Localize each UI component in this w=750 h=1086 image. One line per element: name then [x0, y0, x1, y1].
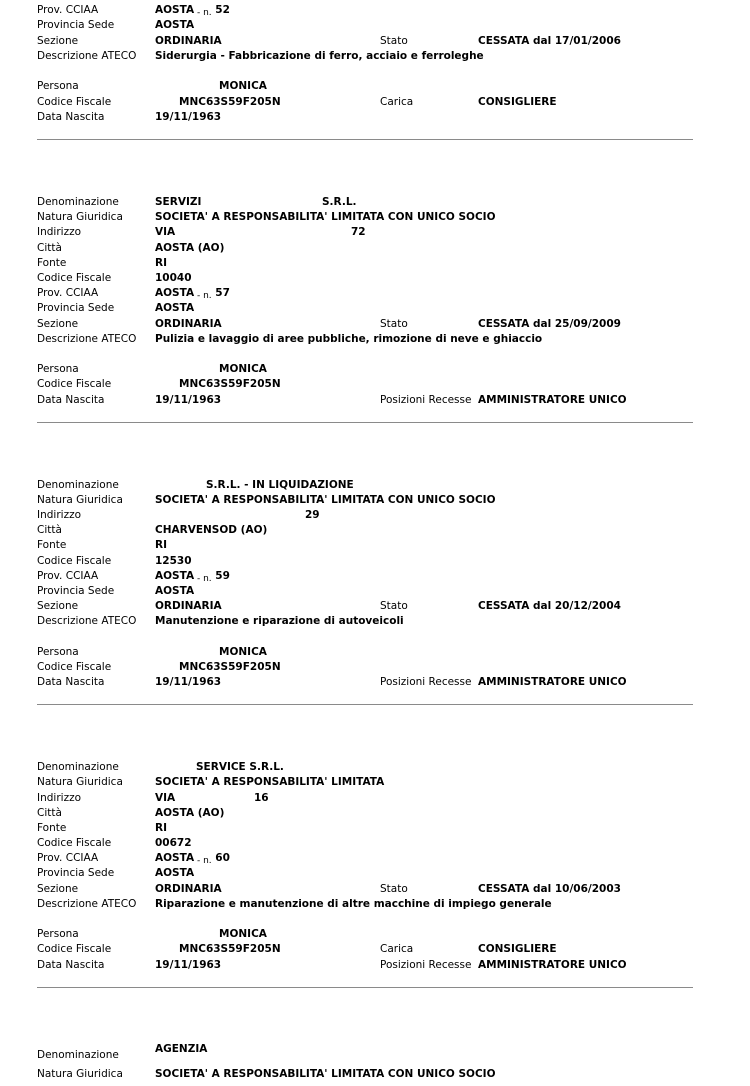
value-stato: CESSATA dal 25/09/2009 — [478, 318, 621, 330]
label-persona: Persona — [37, 80, 79, 92]
value-fonte: RI — [155, 257, 167, 269]
value-denominazione: SERVICE S.R.L. — [196, 761, 284, 773]
value-citta: AOSTA (AO) — [155, 807, 225, 819]
label-persona: Persona — [37, 928, 79, 940]
value-denominazione: S.R.L. - IN LIQUIDAZIONE — [206, 479, 354, 491]
value-codice-fiscale: 00672 — [155, 837, 192, 849]
label-stato: Stato — [380, 318, 408, 330]
label-ateco: Descrizione ATECO — [37, 615, 137, 627]
value-prov-cciaa: AOSTA - n. 59 — [155, 570, 230, 584]
value-data-nascita: 19/11/1963 — [155, 394, 222, 406]
value-fonte: RI — [155, 822, 167, 834]
value-prov-cciaa: AOSTA - n. 60 — [155, 852, 230, 866]
label-codice-fiscale: Codice Fiscale — [37, 272, 112, 284]
label-stato: Stato — [380, 883, 408, 895]
value-natura-giuridica: SOCIETA' A RESPONSABILITA' LIMITATA CON UNICO SOCIO — [155, 211, 496, 223]
label-ateco: Descrizione ATECO — [37, 898, 137, 910]
label-citta: Città — [37, 524, 62, 536]
label-persona: Persona — [37, 646, 79, 658]
value-stato: CESSATA dal 20/12/2004 — [478, 600, 621, 612]
value-denominazione: SERVIZI — [155, 196, 202, 208]
label-sezione: Sezione — [37, 883, 79, 895]
label-persona: Persona — [37, 363, 79, 375]
label-provincia-sede: Provincia Sede — [37, 302, 115, 314]
value-indirizzo-civico: 72 — [351, 226, 366, 238]
label-codice-fiscale: Codice Fiscale — [37, 555, 112, 567]
record-separator — [37, 422, 693, 423]
value-carica: CONSIGLIERE — [478, 96, 557, 108]
label-prov-cciaa: Prov. CCIAA — [37, 852, 99, 864]
value-indirizzo-civico: 29 — [305, 509, 320, 521]
value-posizioni-recesse: AMMINISTRATORE UNICO — [478, 394, 627, 406]
label-codice-fiscale-persona: Codice Fiscale — [37, 661, 112, 673]
value-posizioni-recesse: AMMINISTRATORE UNICO — [478, 959, 627, 971]
label-sezione: Sezione — [37, 318, 79, 330]
label-data-nascita: Data Nascita — [37, 959, 105, 971]
label-codice-fiscale: Codice Fiscale — [37, 837, 112, 849]
label-natura-giuridica: Natura Giuridica — [37, 776, 123, 788]
label-indirizzo: Indirizzo — [37, 226, 82, 238]
value-posizioni-recesse: AMMINISTRATORE UNICO — [478, 676, 627, 688]
label-codice-fiscale-persona: Codice Fiscale — [37, 378, 112, 390]
value-codice-fiscale: 12530 — [155, 555, 192, 567]
label-ateco: Descrizione ATECO — [37, 50, 137, 62]
label-natura-giuridica: Natura Giuridica — [37, 211, 123, 223]
label-denominazione: Denominazione — [37, 761, 119, 773]
record-separator — [37, 704, 693, 705]
label-natura-giuridica: Natura Giuridica — [37, 1068, 123, 1080]
label-data-nascita: Data Nascita — [37, 676, 105, 688]
value-carica: CONSIGLIERE — [478, 943, 557, 955]
label-posizioni-recesse: Posizioni Recesse — [380, 394, 472, 406]
value-provincia-sede: AOSTA — [155, 19, 195, 31]
label-citta: Città — [37, 807, 62, 819]
value-ateco: Pulizia e lavaggio di aree pubbliche, rimozione di neve e ghiaccio — [155, 333, 543, 345]
value-ateco: Siderurgia - Fabbricazione di ferro, acciaio e ferroleghe — [155, 50, 484, 62]
value-fonte: RI — [155, 539, 167, 551]
value-data-nascita: 19/11/1963 — [155, 111, 222, 123]
value-codice-fiscale-persona: MNC63S59F205N — [179, 661, 281, 673]
value-indirizzo-civico: 16 — [254, 792, 269, 804]
label-carica: Carica — [380, 96, 414, 108]
value-natura-giuridica: SOCIETA' A RESPONSABILITA' LIMITATA CON UNICO SOCIO — [155, 494, 496, 506]
label-sezione: Sezione — [37, 600, 79, 612]
value-citta: AOSTA (AO) — [155, 242, 225, 254]
value-denominazione: AGENZIA — [155, 1043, 208, 1055]
value-prov-cciaa: AOSTA - n. 52 — [155, 4, 230, 18]
label-prov-cciaa: Prov. CCIAA — [37, 570, 99, 582]
value-persona: MONICA — [219, 80, 267, 92]
label-ateco: Descrizione ATECO — [37, 333, 137, 345]
record-separator — [37, 987, 693, 988]
label-provincia-sede: Provincia Sede — [37, 19, 115, 31]
value-sezione: ORDINARIA — [155, 600, 222, 612]
label-data-nascita: Data Nascita — [37, 394, 105, 406]
label-posizioni-recesse: Posizioni Recesse — [380, 959, 472, 971]
value-ateco: Riparazione e manutenzione di altre macchine di impiego generale — [155, 898, 552, 910]
label-codice-fiscale-persona: Codice Fiscale — [37, 96, 112, 108]
label-indirizzo: Indirizzo — [37, 509, 82, 521]
label-prov-cciaa: Prov. CCIAA — [37, 4, 99, 16]
label-prov-cciaa: Prov. CCIAA — [37, 287, 99, 299]
label-denominazione: Denominazione — [37, 1049, 119, 1061]
value-codice-fiscale-persona: MNC63S59F205N — [179, 943, 281, 955]
value-stato: CESSATA dal 10/06/2003 — [478, 883, 621, 895]
label-citta: Città — [37, 242, 62, 254]
label-stato: Stato — [380, 35, 408, 47]
value-persona: MONICA — [219, 363, 267, 375]
value-prov-cciaa: AOSTA - n. 57 — [155, 287, 230, 301]
value-provincia-sede: AOSTA — [155, 302, 195, 314]
label-codice-fiscale-persona: Codice Fiscale — [37, 943, 112, 955]
label-natura-giuridica: Natura Giuridica — [37, 494, 123, 506]
value-data-nascita: 19/11/1963 — [155, 959, 222, 971]
label-sezione: Sezione — [37, 35, 79, 47]
label-posizioni-recesse: Posizioni Recesse — [380, 676, 472, 688]
value-natura-giuridica: SOCIETA' A RESPONSABILITA' LIMITATA — [155, 776, 385, 788]
value-ateco: Manutenzione e riparazione di autoveicoli — [155, 615, 404, 627]
value-codice-fiscale-persona: MNC63S59F205N — [179, 378, 281, 390]
label-provincia-sede: Provincia Sede — [37, 585, 115, 597]
label-data-nascita: Data Nascita — [37, 111, 105, 123]
value-sezione: ORDINARIA — [155, 318, 222, 330]
value-denominazione-suffix: S.R.L. — [322, 196, 357, 208]
value-natura-giuridica: SOCIETA' A RESPONSABILITA' LIMITATA CON UNICO SOCIO — [155, 1068, 496, 1080]
label-indirizzo: Indirizzo — [37, 792, 82, 804]
value-persona: MONICA — [219, 928, 267, 940]
value-codice-fiscale: 10040 — [155, 272, 192, 284]
value-persona: MONICA — [219, 646, 267, 658]
record-separator — [37, 139, 693, 140]
value-indirizzo: VIA — [155, 226, 176, 238]
value-indirizzo: VIA — [155, 792, 176, 804]
label-fonte: Fonte — [37, 822, 67, 834]
label-denominazione: Denominazione — [37, 196, 119, 208]
value-data-nascita: 19/11/1963 — [155, 676, 222, 688]
label-fonte: Fonte — [37, 257, 67, 269]
value-sezione: ORDINARIA — [155, 35, 222, 47]
value-citta: CHARVENSOD (AO) — [155, 524, 268, 536]
value-provincia-sede: AOSTA — [155, 867, 195, 879]
value-stato: CESSATA dal 17/01/2006 — [478, 35, 621, 47]
value-codice-fiscale-persona: MNC63S59F205N — [179, 96, 281, 108]
label-carica: Carica — [380, 943, 414, 955]
label-provincia-sede: Provincia Sede — [37, 867, 115, 879]
label-stato: Stato — [380, 600, 408, 612]
label-denominazione: Denominazione — [37, 479, 119, 491]
value-provincia-sede: AOSTA — [155, 585, 195, 597]
label-fonte: Fonte — [37, 539, 67, 551]
value-sezione: ORDINARIA — [155, 883, 222, 895]
